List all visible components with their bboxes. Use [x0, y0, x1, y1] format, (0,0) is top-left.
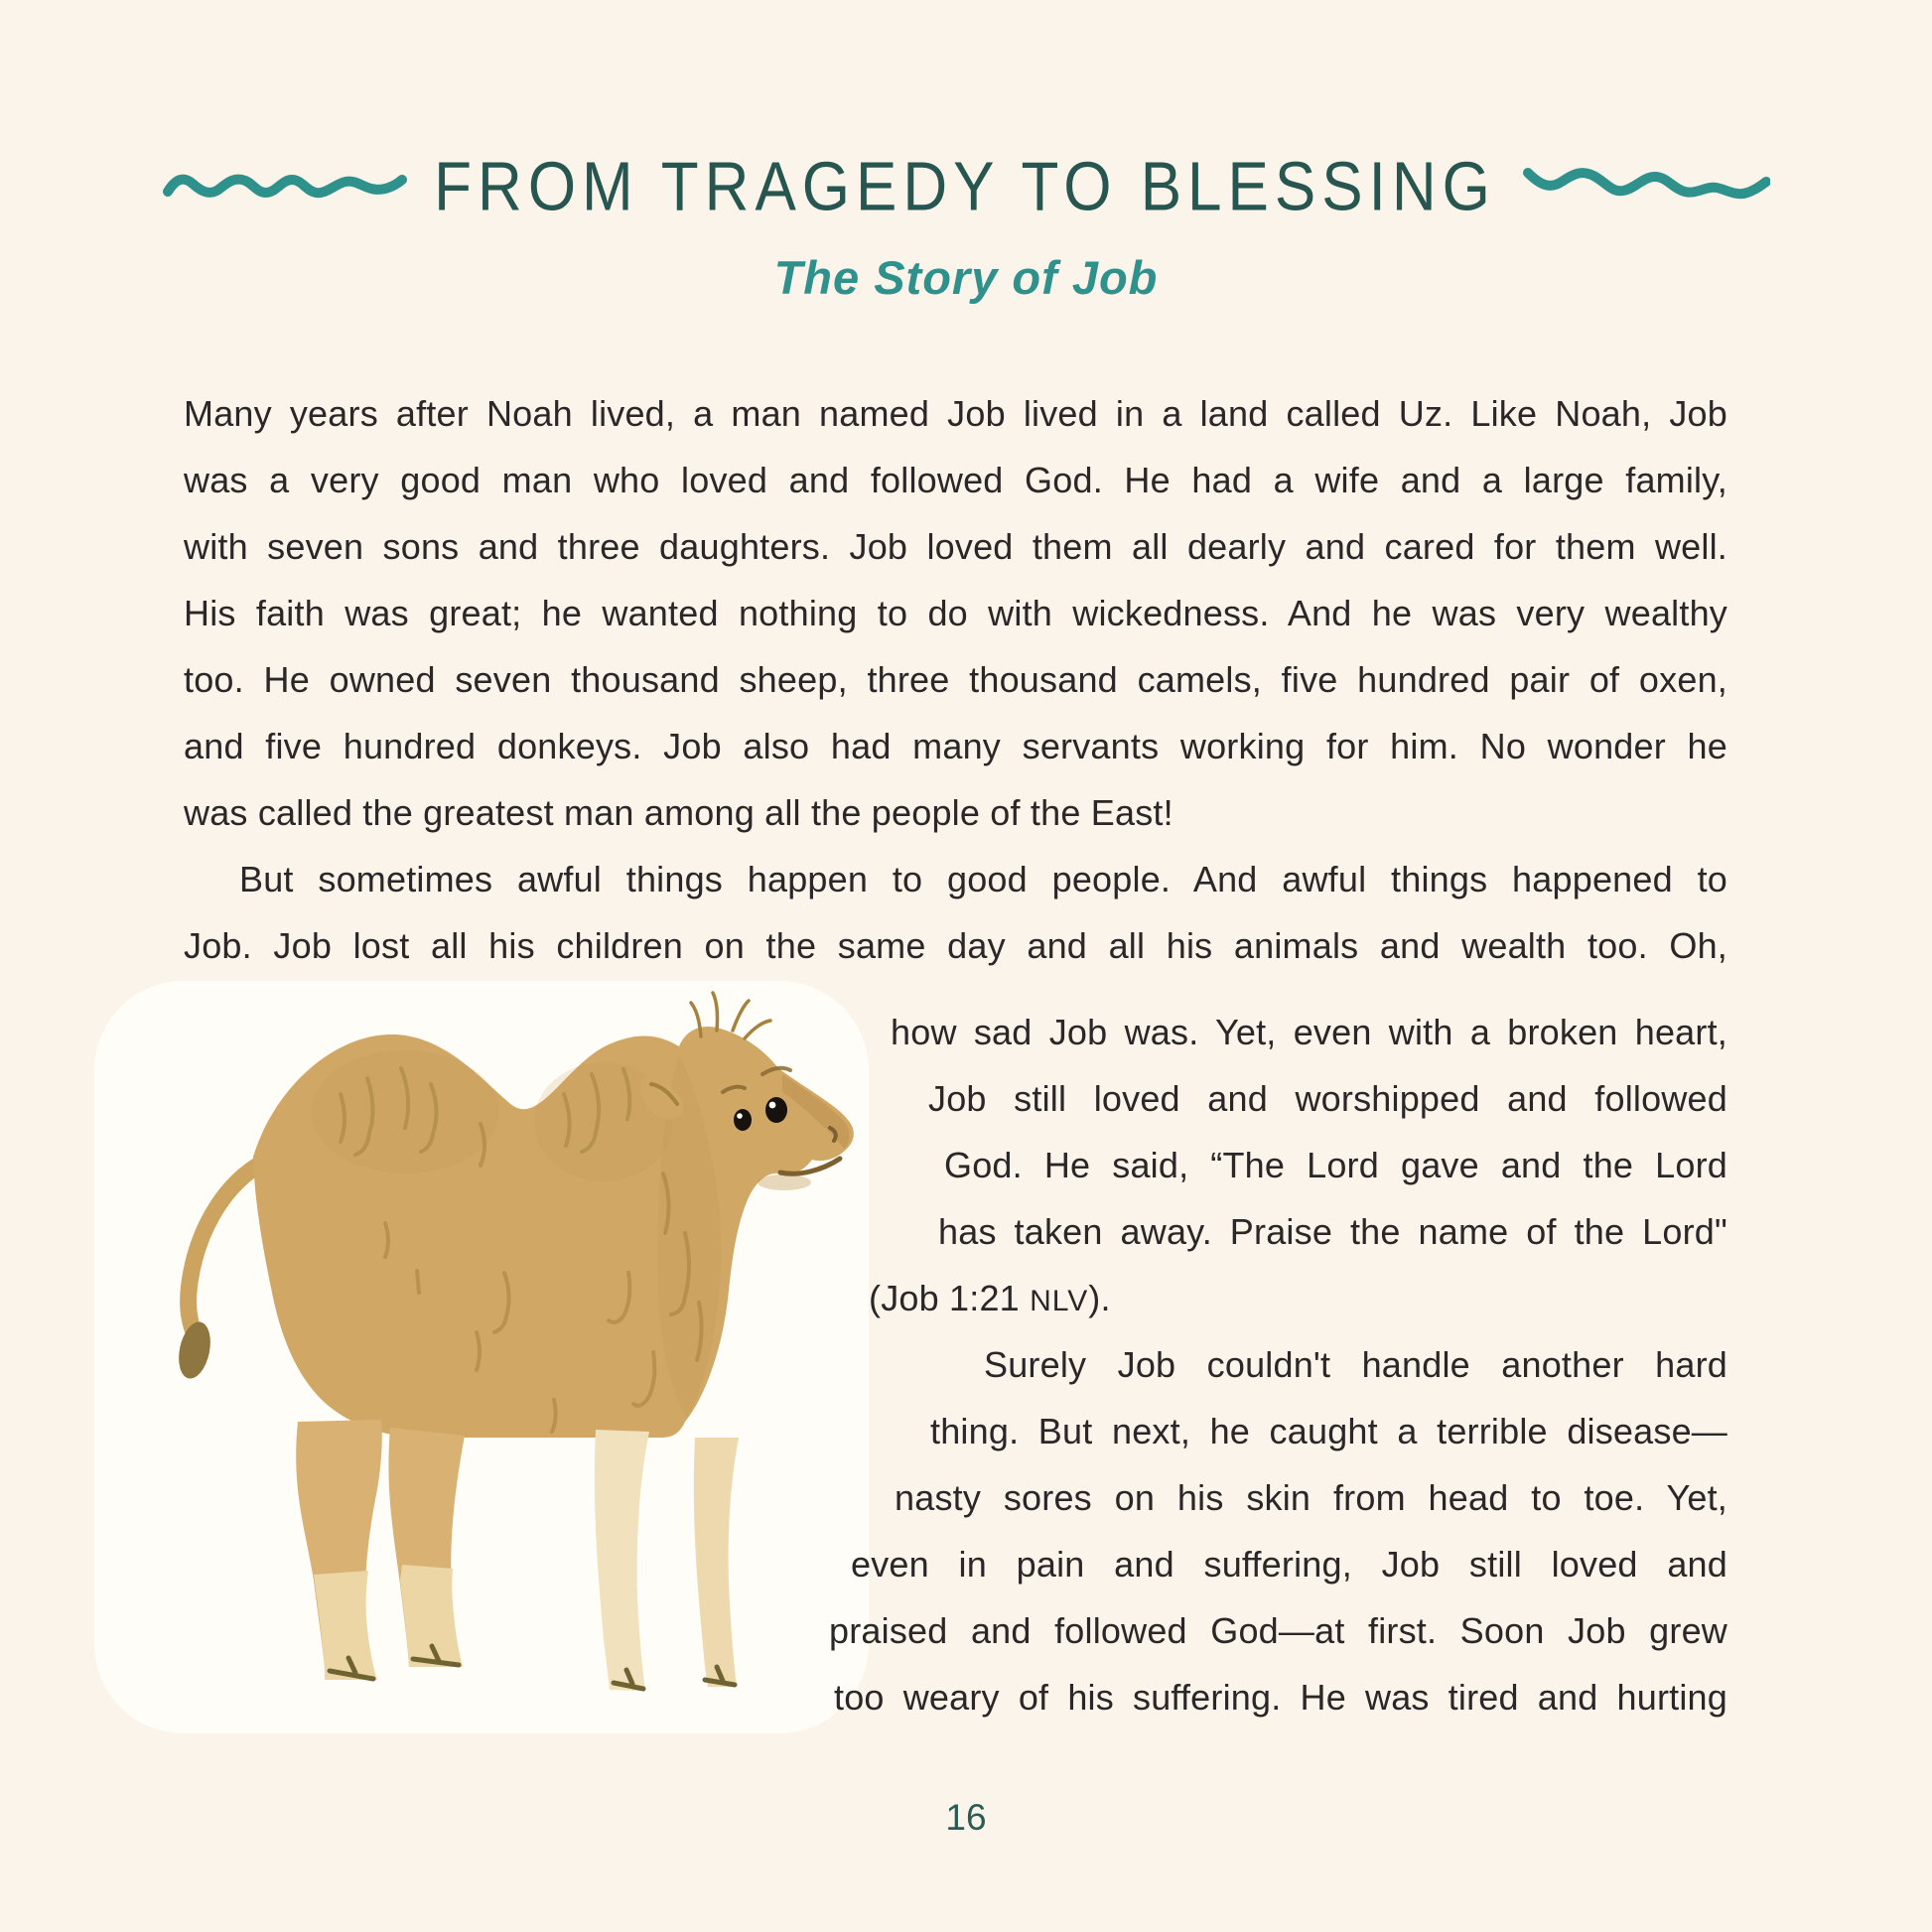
body-text-line: was called the greatest man among all the people of the East!: [184, 792, 1173, 833]
page-subtitle: The Story of Job: [773, 251, 1159, 304]
body-text-line: nasty sores on his skin from head to toe. Yet,: [895, 1477, 1727, 1518]
body-text-line: His faith was great; he wanted nothing to do with wickedness. And he was very wealthy: [184, 593, 1727, 633]
body-text-line: has taken away. Praise the name of the Lord": [938, 1211, 1727, 1252]
body-text-line: Many years after Noah lived, a man named Job lived in a land called Uz. Like Noah, Job: [184, 393, 1727, 434]
body-text-line: (Job 1:21 NLV).: [869, 1278, 1111, 1318]
body-text: [184, 380, 1727, 1730]
body-text-line: Surely Job couldn't handle another hard: [984, 1344, 1727, 1385]
body-text-line: and five hundred donkeys. Job also had many servants working for him. No wonder he: [184, 726, 1727, 766]
body-text-line: too. He owned seven thousand sheep, three thousand camels, five hundred pair of oxen,: [184, 659, 1727, 700]
page-title: FROM TRAGEDY TO BLESSING: [434, 148, 1496, 226]
body-text-line: even in pain and suffering, Job still loved and: [851, 1544, 1727, 1585]
squiggle-ornament-right-icon: [1522, 159, 1770, 216]
body-text-line: was a very good man who loved and followed God. He had a wife and a large family,: [184, 460, 1727, 500]
body-text-line: how sad Job was. Yet, even with a broken heart,: [891, 1012, 1727, 1052]
body-text-line: thing. But next, he caught a terrible disease—: [930, 1411, 1727, 1451]
body-text-line: praised and followed God—at first. Soon Job grew: [829, 1610, 1727, 1651]
body-text-line: God. He said, “The Lord gave and the Lord: [944, 1145, 1727, 1185]
body-text-line: But sometimes awful things happen to good people. And awful things happened to: [239, 859, 1727, 899]
chapter-header: [0, 145, 1932, 230]
body-text-line: Job. Job lost all his children on the same day and all his animals and wealth too. Oh,: [184, 925, 1727, 966]
body-text-line: Job still loved and worshipped and followed: [928, 1078, 1727, 1119]
body-text-line: with seven sons and three daughters. Job loved them all dearly and cared for them well.: [184, 526, 1727, 567]
body-text-line: too weary of his suffering. He was tired and hurting: [834, 1677, 1727, 1718]
page-number: 16: [945, 1797, 987, 1838]
squiggle-ornament-left-icon: [162, 166, 408, 209]
